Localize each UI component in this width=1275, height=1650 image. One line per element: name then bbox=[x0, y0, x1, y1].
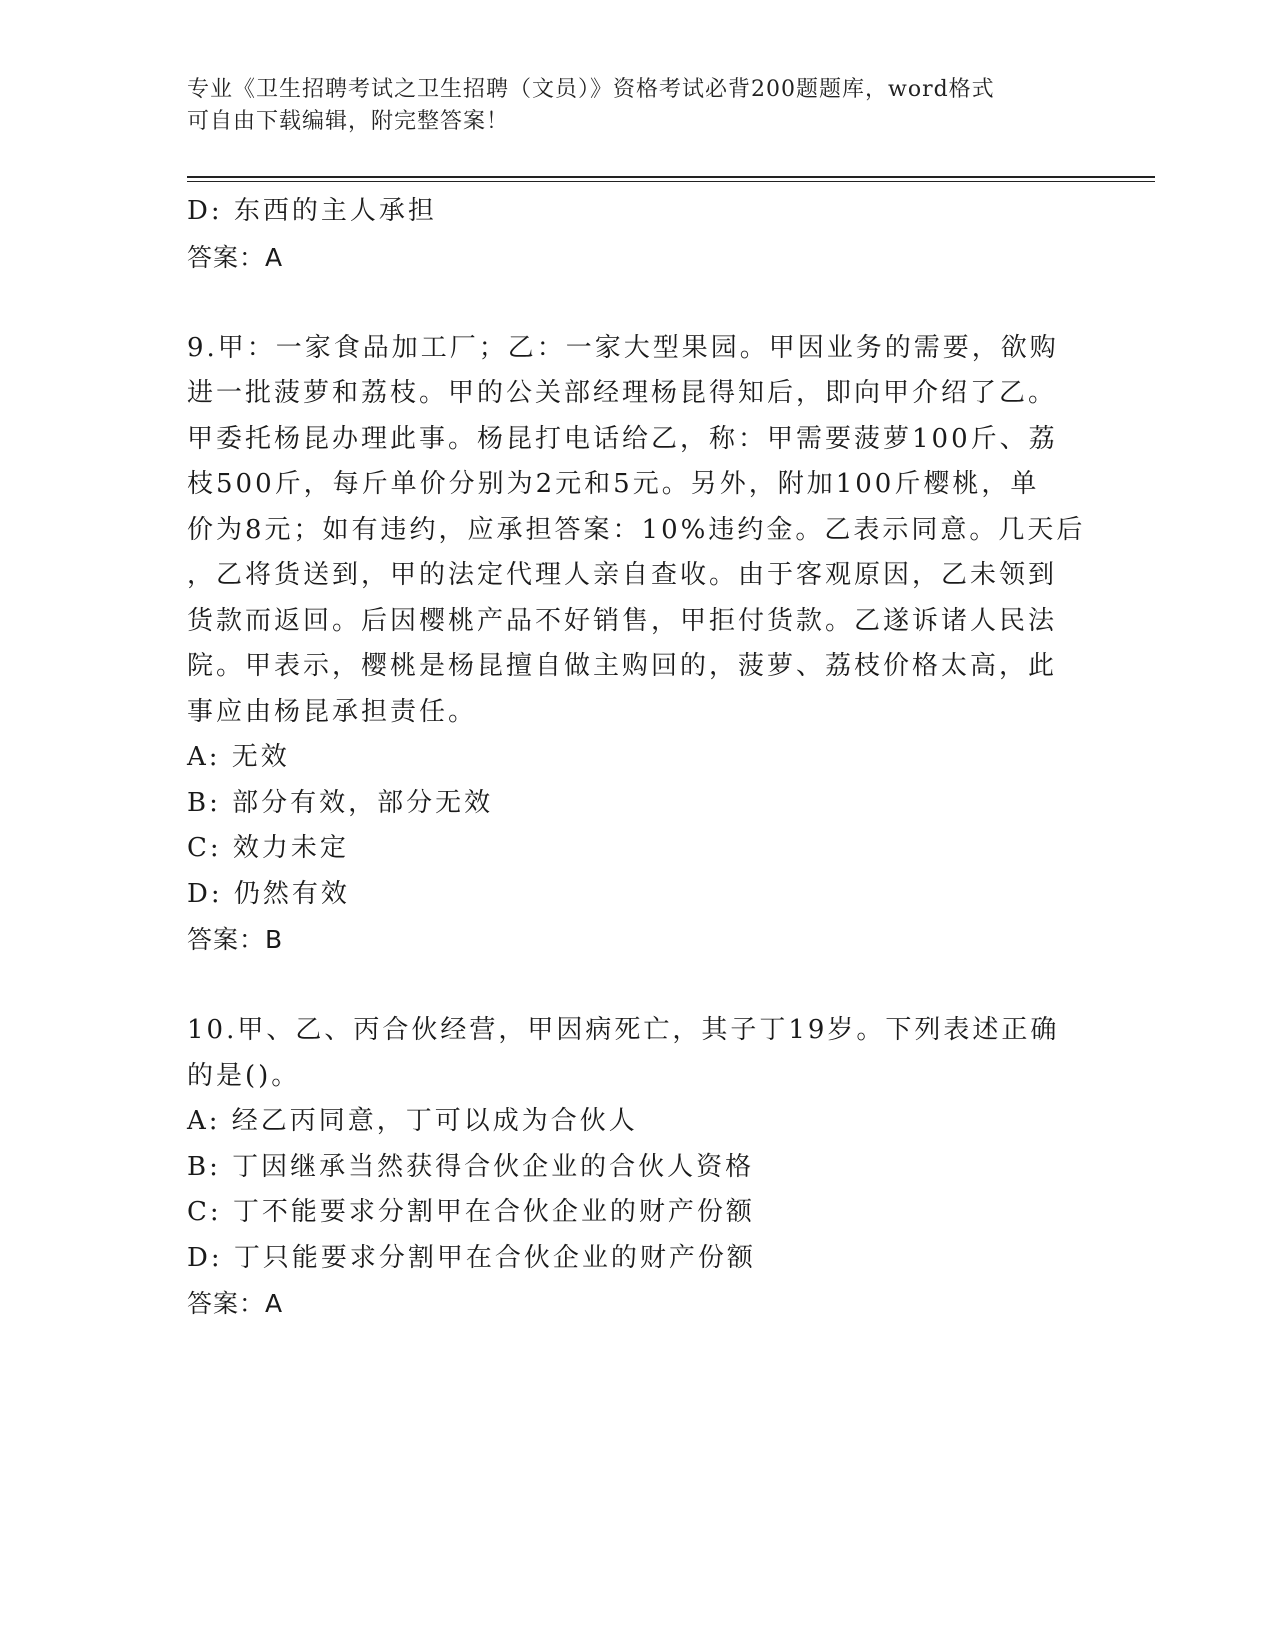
q9-line: 进一批菠萝和荔枝。甲的公关部经理杨昆得知后，即向甲介绍了乙。 bbox=[187, 378, 1058, 408]
spacer bbox=[187, 280, 1067, 326]
q9-answer: 答案：B bbox=[187, 925, 284, 954]
q9-line: 价为8元；如有违约，应承担答案：10%违约金。乙表示同意。几天后 bbox=[187, 514, 1086, 545]
document-header bbox=[187, 74, 1087, 138]
q9-line: 院。甲表示，樱桃是杨昆擅自做主购回的，菠萝、荔枝价格太高，此 bbox=[187, 651, 1058, 681]
q9-line: 事应由杨昆承担责任。 bbox=[187, 696, 478, 727]
q10-option-a: A: 经乙丙同意，丁可以成为合伙人 bbox=[187, 1106, 638, 1136]
header-divider bbox=[187, 176, 1155, 182]
q10-line: 10.甲、乙、丙合伙经营，甲因病死亡，其子丁19岁。下列表述正确 bbox=[187, 1015, 1060, 1045]
q9-line: 甲委托杨昆办理此事。杨昆打电话给乙，称：甲需要菠萝100斤、荔 bbox=[187, 423, 1058, 454]
q10-answer: 答案：A bbox=[187, 1289, 284, 1318]
q9-line: 货款而返回。后因樱桃产品不好销售，甲拒付货款。乙遂诉诸人民法 bbox=[187, 605, 1058, 636]
q10-option-d: D: 丁只能要求分割甲在合伙企业的财产份额 bbox=[187, 1242, 756, 1273]
q10-option-c: C: 丁不能要求分割甲在合伙企业的财产份额 bbox=[187, 1197, 755, 1227]
document-body bbox=[187, 189, 1086, 1327]
q9-line: ，乙将货送到，甲的法定代理人亲自查收。由于客观原因，乙未领到 bbox=[187, 560, 1058, 590]
q9-option-c: C: 效力未定 bbox=[187, 833, 349, 863]
header-line-2: 可自由下载编辑，附完整答案！ bbox=[187, 109, 510, 134]
question-9 bbox=[187, 326, 1086, 963]
q9-option-d: D: 仍然有效 bbox=[187, 878, 350, 909]
question-10 bbox=[187, 1008, 1067, 1327]
q10-line: 的是()。 bbox=[187, 1060, 301, 1091]
q10-option-b: B: 丁因继承当然获得合伙企业的合伙人资格 bbox=[187, 1151, 755, 1182]
q9-option-a: A: 无效 bbox=[187, 742, 290, 772]
header-line-1: 专业《卫生招聘考试之卫生招聘（文员）》资格考试必背200题题库，word格式 bbox=[187, 77, 995, 102]
q9-option-b: B: 部分有效，部分无效 bbox=[187, 787, 494, 818]
q9-line: 枝500斤，每斤单价分别为2元和5元。另外，附加100斤樱桃，单 bbox=[187, 469, 1040, 499]
prev-option-d: D: 东西的主人承担 bbox=[187, 196, 437, 226]
spacer bbox=[187, 963, 1067, 1009]
prev-answer: 答案：A bbox=[187, 242, 284, 272]
q9-line: 9.甲：一家食品加工厂；乙：一家大型果园。甲因业务的需要，欲购 bbox=[187, 332, 1059, 363]
